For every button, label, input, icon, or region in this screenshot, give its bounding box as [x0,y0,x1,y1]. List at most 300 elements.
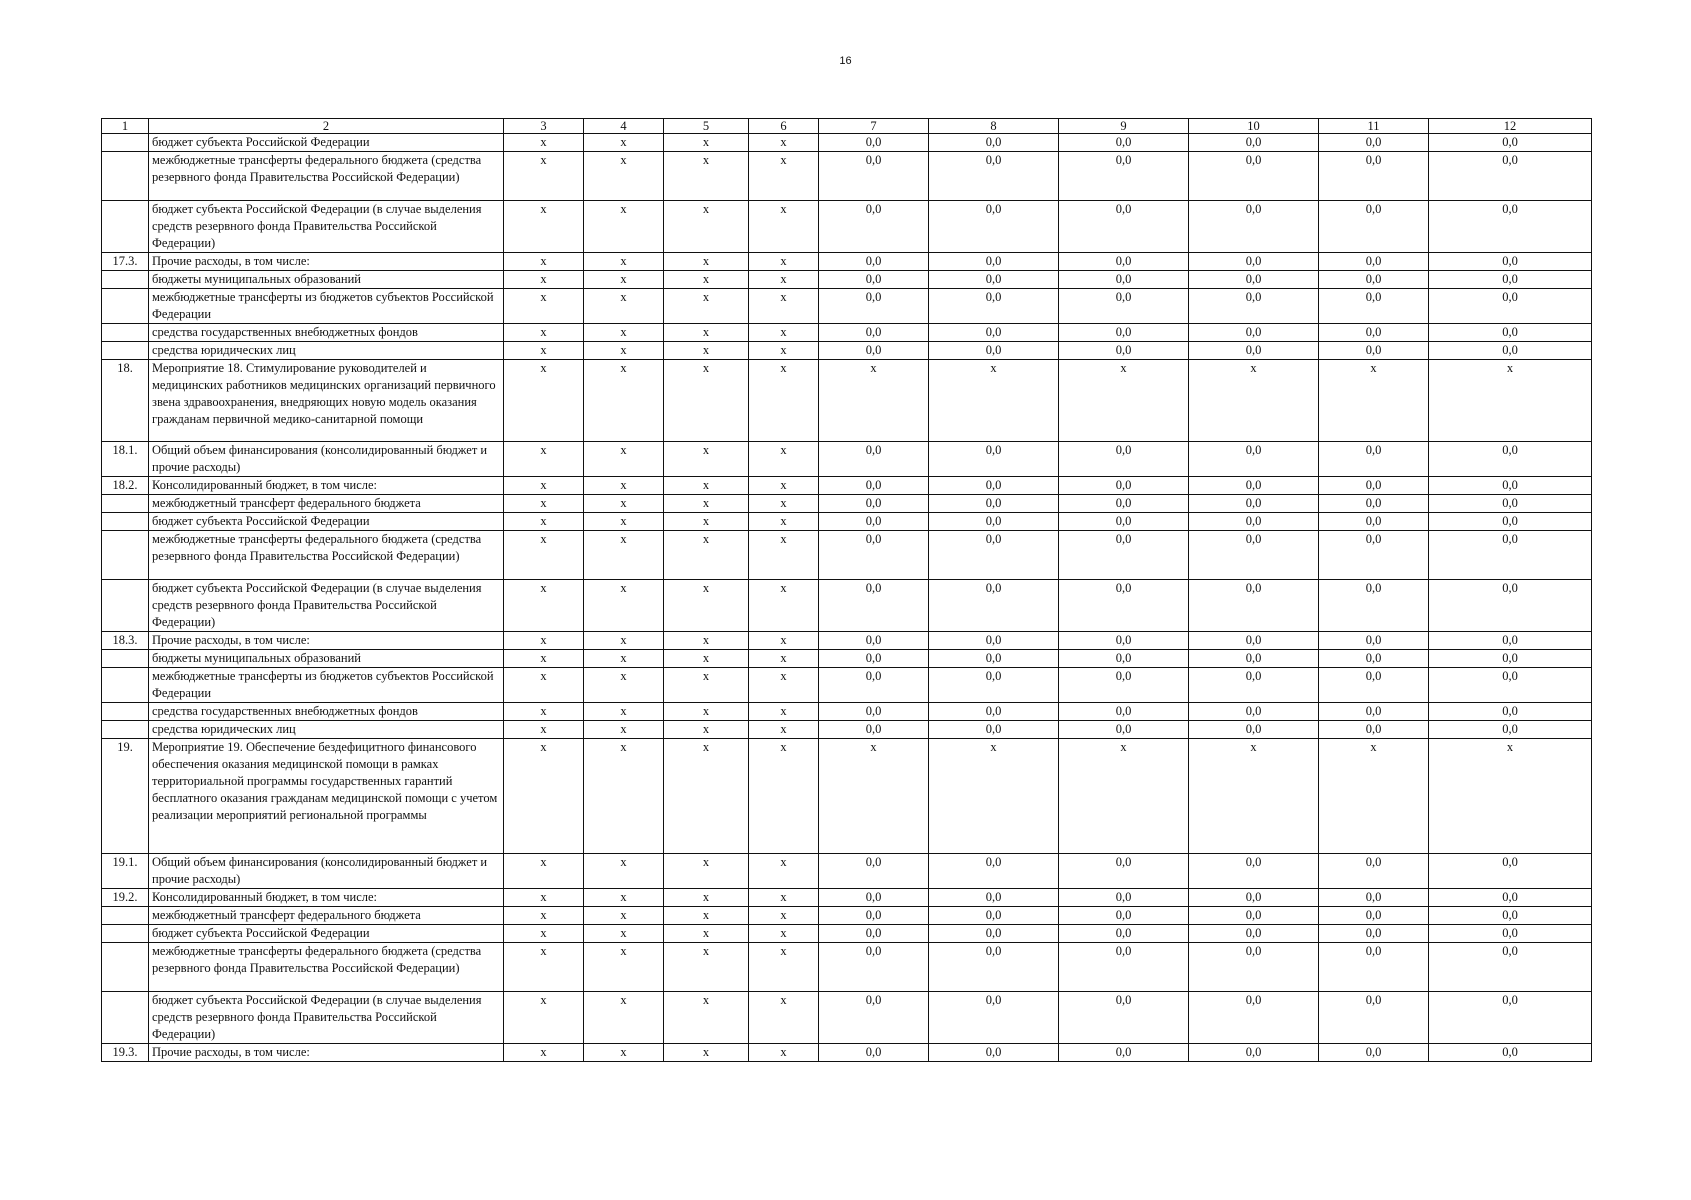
col-5-cell: x [664,360,749,442]
col-10-value: 0,0 [1189,342,1319,360]
col-4-cell: x [584,943,664,992]
table-row [102,943,1592,992]
col-7-value: 0,0 [819,943,929,992]
col-5-cell: x [664,477,749,495]
col-7-value: 0,0 [819,442,929,477]
col-12-value: 0,0 [1429,134,1592,152]
col-6-cell: x [749,580,819,632]
table-row [102,477,1592,495]
col-6-cell: x [749,632,819,650]
col-7-value: 0,0 [819,889,929,907]
col-3-cell: x [504,513,584,531]
col-7-value: 0,0 [819,531,929,580]
col-8-value: 0,0 [929,925,1059,943]
col-3-cell: x [504,289,584,324]
table-row [102,289,1592,324]
item-description: межбюджетные трансферты из бюджетов субъектов Российской Федерации [149,668,504,703]
col-11-value: 0,0 [1319,650,1429,668]
column-header: 4 [584,119,664,134]
col-3-cell: x [504,360,584,442]
col-6-cell: x [749,925,819,943]
item-description: Мероприятие 19. Обеспечение бездефицитного финансового обеспечения оказания медицинской помощи в рамках территориальной программы государственных гарантий бесплатного оказания гражданам медицинской помощи с учетом реализации мероприятий региональной программы [149,739,504,854]
row-number [102,703,149,721]
col-7-value: 0,0 [819,854,929,889]
item-description: Прочие расходы, в том числе: [149,253,504,271]
col-12-value: 0,0 [1429,925,1592,943]
item-description: Прочие расходы, в том числе: [149,632,504,650]
table-row [102,854,1592,889]
col-5-cell: x [664,271,749,289]
row-number: 18.1. [102,442,149,477]
item-description: Консолидированный бюджет, в том числе: [149,477,504,495]
col-6-cell: x [749,703,819,721]
item-description: межбюджетный трансферт федерального бюджета [149,495,504,513]
col-10-value: 0,0 [1189,992,1319,1044]
col-3-cell: x [504,1044,584,1062]
col-8-value: 0,0 [929,650,1059,668]
col-9-value: 0,0 [1059,324,1189,342]
col-11-value: 0,0 [1319,342,1429,360]
col-4-cell: x [584,580,664,632]
col-12-value: 0,0 [1429,289,1592,324]
column-header: 3 [504,119,584,134]
table-row [102,442,1592,477]
column-header: 9 [1059,119,1189,134]
col-12-value: 0,0 [1429,342,1592,360]
col-4-cell: x [584,134,664,152]
item-description: средства государственных внебюджетных фондов [149,703,504,721]
col-5-cell: x [664,531,749,580]
col-11-value: 0,0 [1319,477,1429,495]
col-10-value: 0,0 [1189,854,1319,889]
column-header: 11 [1319,119,1429,134]
col-10-value: 0,0 [1189,271,1319,289]
col-9-value: 0,0 [1059,342,1189,360]
col-6-cell: x [749,442,819,477]
item-description: бюджет субъекта Российской Федерации (в случае выделения средств резервного фонда Правительства Российской Федерации) [149,201,504,253]
col-3-cell: x [504,907,584,925]
col-3-cell: x [504,943,584,992]
col-4-cell: x [584,650,664,668]
col-8-value: 0,0 [929,201,1059,253]
row-number [102,925,149,943]
row-number: 19.3. [102,1044,149,1062]
col-7-value: x [819,360,929,442]
col-4-cell: x [584,889,664,907]
col-12-value: 0,0 [1429,324,1592,342]
row-number [102,721,149,739]
col-8-value: 0,0 [929,703,1059,721]
col-11-value: 0,0 [1319,442,1429,477]
row-number [102,495,149,513]
col-8-value: 0,0 [929,513,1059,531]
col-9-value: 0,0 [1059,531,1189,580]
col-12-value: 0,0 [1429,495,1592,513]
col-5-cell: x [664,495,749,513]
col-3-cell: x [504,324,584,342]
row-number: 19. [102,739,149,854]
col-6-cell: x [749,650,819,668]
col-5-cell: x [664,513,749,531]
col-5-cell: x [664,943,749,992]
col-4-cell: x [584,271,664,289]
col-7-value: 0,0 [819,513,929,531]
col-12-value: 0,0 [1429,580,1592,632]
row-number [102,943,149,992]
column-header: 6 [749,119,819,134]
col-12-value: x [1429,739,1592,854]
col-8-value: 0,0 [929,289,1059,324]
col-8-value: 0,0 [929,253,1059,271]
column-header: 1 [102,119,149,134]
col-7-value: 0,0 [819,907,929,925]
col-10-value: 0,0 [1189,152,1319,201]
item-description: Общий объем финансирования (консолидированный бюджет и прочие расходы) [149,442,504,477]
column-header: 2 [149,119,504,134]
col-3-cell: x [504,889,584,907]
col-11-value: 0,0 [1319,992,1429,1044]
table-row [102,632,1592,650]
col-4-cell: x [584,360,664,442]
col-3-cell: x [504,531,584,580]
col-8-value: 0,0 [929,992,1059,1044]
col-10-value: 0,0 [1189,907,1319,925]
table-row [102,889,1592,907]
col-9-value: 0,0 [1059,992,1189,1044]
row-number [102,324,149,342]
col-8-value: 0,0 [929,854,1059,889]
col-8-value: 0,0 [929,721,1059,739]
col-7-value: 0,0 [819,992,929,1044]
col-4-cell: x [584,703,664,721]
table-row [102,201,1592,253]
item-description: межбюджетные трансферты федерального бюджета (средства резервного фонда Правительства Российской Федерации) [149,152,504,201]
row-number: 19.2. [102,889,149,907]
col-4-cell: x [584,668,664,703]
col-9-value: 0,0 [1059,668,1189,703]
col-9-value: 0,0 [1059,442,1189,477]
col-12-value: 0,0 [1429,650,1592,668]
col-11-value: 0,0 [1319,201,1429,253]
col-6-cell: x [749,992,819,1044]
col-4-cell: x [584,495,664,513]
col-10-value: 0,0 [1189,650,1319,668]
col-5-cell: x [664,253,749,271]
item-description: межбюджетные трансферты федерального бюджета (средства резервного фонда Правительства Российской Федерации) [149,943,504,992]
col-4-cell: x [584,253,664,271]
col-11-value: 0,0 [1319,703,1429,721]
col-4-cell: x [584,477,664,495]
column-header: 10 [1189,119,1319,134]
column-header: 8 [929,119,1059,134]
item-description: Прочие расходы, в том числе: [149,1044,504,1062]
table-row [102,992,1592,1044]
item-description: бюджеты муниципальных образований [149,271,504,289]
table-row [102,907,1592,925]
col-4-cell: x [584,739,664,854]
item-description: межбюджетный трансферт федерального бюджета [149,907,504,925]
table-row [102,342,1592,360]
col-10-value: 0,0 [1189,943,1319,992]
col-11-value: x [1319,739,1429,854]
col-10-value: 0,0 [1189,632,1319,650]
col-11-value: 0,0 [1319,721,1429,739]
col-3-cell: x [504,477,584,495]
col-3-cell: x [504,668,584,703]
col-11-value: 0,0 [1319,580,1429,632]
col-4-cell: x [584,201,664,253]
col-5-cell: x [664,342,749,360]
col-8-value: 0,0 [929,324,1059,342]
col-5-cell: x [664,854,749,889]
col-10-value: 0,0 [1189,442,1319,477]
col-6-cell: x [749,721,819,739]
col-11-value: 0,0 [1319,253,1429,271]
col-9-value: 0,0 [1059,907,1189,925]
col-8-value: 0,0 [929,943,1059,992]
col-6-cell: x [749,152,819,201]
col-3-cell: x [504,739,584,854]
col-7-value: 0,0 [819,253,929,271]
item-description: Консолидированный бюджет, в том числе: [149,889,504,907]
col-10-value: 0,0 [1189,253,1319,271]
col-6-cell: x [749,324,819,342]
table-row [102,668,1592,703]
col-3-cell: x [504,721,584,739]
col-12-value: 0,0 [1429,253,1592,271]
table-row [102,739,1592,854]
col-5-cell: x [664,442,749,477]
col-10-value: 0,0 [1189,721,1319,739]
col-8-value: 0,0 [929,477,1059,495]
col-12-value: x [1429,360,1592,442]
col-5-cell: x [664,650,749,668]
row-number [102,531,149,580]
col-6-cell: x [749,531,819,580]
col-9-value: 0,0 [1059,513,1189,531]
col-10-value: 0,0 [1189,925,1319,943]
col-9-value: 0,0 [1059,253,1189,271]
col-3-cell: x [504,703,584,721]
col-6-cell: x [749,360,819,442]
col-5-cell: x [664,289,749,324]
col-11-value: 0,0 [1319,152,1429,201]
row-number [102,513,149,531]
col-7-value: 0,0 [819,271,929,289]
col-4-cell: x [584,342,664,360]
col-10-value: x [1189,739,1319,854]
col-7-value: 0,0 [819,201,929,253]
col-3-cell: x [504,134,584,152]
item-description: межбюджетные трансферты из бюджетов субъектов Российской Федерации [149,289,504,324]
item-description: бюджет субъекта Российской Федерации [149,134,504,152]
col-11-value: 0,0 [1319,632,1429,650]
col-7-value: x [819,739,929,854]
table-row [102,925,1592,943]
col-11-value: 0,0 [1319,324,1429,342]
col-10-value: 0,0 [1189,289,1319,324]
row-number [102,342,149,360]
col-5-cell: x [664,668,749,703]
row-number [102,580,149,632]
col-10-value: 0,0 [1189,1044,1319,1062]
table-row [102,513,1592,531]
col-10-value: 0,0 [1189,513,1319,531]
row-number [102,650,149,668]
col-10-value: 0,0 [1189,477,1319,495]
col-7-value: 0,0 [819,477,929,495]
col-8-value: 0,0 [929,152,1059,201]
col-5-cell: x [664,1044,749,1062]
table-row [102,253,1592,271]
col-7-value: 0,0 [819,289,929,324]
item-description: средства государственных внебюджетных фондов [149,324,504,342]
col-6-cell: x [749,1044,819,1062]
col-8-value: 0,0 [929,580,1059,632]
col-10-value: 0,0 [1189,703,1319,721]
col-11-value: 0,0 [1319,134,1429,152]
col-9-value: 0,0 [1059,889,1189,907]
col-3-cell: x [504,495,584,513]
col-6-cell: x [749,134,819,152]
col-7-value: 0,0 [819,703,929,721]
col-12-value: 0,0 [1429,442,1592,477]
col-6-cell: x [749,513,819,531]
col-12-value: 0,0 [1429,889,1592,907]
col-9-value: 0,0 [1059,271,1189,289]
item-description: средства юридических лиц [149,342,504,360]
table-row [102,324,1592,342]
col-11-value: 0,0 [1319,271,1429,289]
col-12-value: 0,0 [1429,531,1592,580]
col-5-cell: x [664,152,749,201]
col-5-cell: x [664,703,749,721]
col-11-value: 0,0 [1319,889,1429,907]
col-3-cell: x [504,632,584,650]
col-4-cell: x [584,324,664,342]
col-10-value: x [1189,360,1319,442]
col-5-cell: x [664,889,749,907]
row-number [102,271,149,289]
col-3-cell: x [504,271,584,289]
col-8-value: 0,0 [929,531,1059,580]
col-4-cell: x [584,289,664,324]
col-7-value: 0,0 [819,668,929,703]
row-number [102,152,149,201]
col-12-value: 0,0 [1429,907,1592,925]
col-11-value: 0,0 [1319,854,1429,889]
col-5-cell: x [664,632,749,650]
col-11-value: 0,0 [1319,668,1429,703]
table-row [102,650,1592,668]
col-7-value: 0,0 [819,580,929,632]
col-8-value: 0,0 [929,271,1059,289]
col-12-value: 0,0 [1429,513,1592,531]
col-9-value: 0,0 [1059,943,1189,992]
col-11-value: 0,0 [1319,907,1429,925]
row-number [102,289,149,324]
col-6-cell: x [749,253,819,271]
col-9-value: 0,0 [1059,201,1189,253]
col-8-value: x [929,360,1059,442]
row-number: 17.3. [102,253,149,271]
col-10-value: 0,0 [1189,134,1319,152]
table-row [102,1044,1592,1062]
col-7-value: 0,0 [819,134,929,152]
col-6-cell: x [749,201,819,253]
col-12-value: 0,0 [1429,668,1592,703]
col-8-value: 0,0 [929,907,1059,925]
col-6-cell: x [749,342,819,360]
col-12-value: 0,0 [1429,854,1592,889]
col-7-value: 0,0 [819,925,929,943]
col-5-cell: x [664,134,749,152]
col-5-cell: x [664,739,749,854]
col-8-value: 0,0 [929,442,1059,477]
col-5-cell: x [664,907,749,925]
col-5-cell: x [664,201,749,253]
col-5-cell: x [664,721,749,739]
table-row [102,152,1592,201]
col-12-value: 0,0 [1429,721,1592,739]
col-5-cell: x [664,580,749,632]
col-8-value: 0,0 [929,342,1059,360]
col-9-value: 0,0 [1059,1044,1189,1062]
item-description: бюджеты муниципальных образований [149,650,504,668]
item-description: Мероприятие 18. Стимулирование руководителей и медицинских работников медицинских организаций первичного звена здравоохранения, внедряющих новую модель оказания гражданам первичной медико-санитарной помощи [149,360,504,442]
col-9-value: 0,0 [1059,152,1189,201]
col-9-value: 0,0 [1059,495,1189,513]
item-description: бюджет субъекта Российской Федерации [149,513,504,531]
col-10-value: 0,0 [1189,495,1319,513]
col-10-value: 0,0 [1189,580,1319,632]
col-4-cell: x [584,632,664,650]
col-3-cell: x [504,854,584,889]
col-4-cell: x [584,992,664,1044]
col-12-value: 0,0 [1429,1044,1592,1062]
col-7-value: 0,0 [819,342,929,360]
header-row [102,119,1592,134]
col-11-value: 0,0 [1319,289,1429,324]
col-9-value: 0,0 [1059,650,1189,668]
col-10-value: 0,0 [1189,324,1319,342]
row-number [102,134,149,152]
col-12-value: 0,0 [1429,992,1592,1044]
col-12-value: 0,0 [1429,477,1592,495]
col-3-cell: x [504,253,584,271]
col-4-cell: x [584,925,664,943]
col-6-cell: x [749,854,819,889]
col-12-value: 0,0 [1429,271,1592,289]
item-description: средства юридических лиц [149,721,504,739]
item-description: бюджет субъекта Российской Федерации (в случае выделения средств резервного фонда Правительства Российской Федерации) [149,580,504,632]
col-7-value: 0,0 [819,632,929,650]
column-header: 5 [664,119,749,134]
col-12-value: 0,0 [1429,943,1592,992]
col-9-value: 0,0 [1059,854,1189,889]
col-11-value: x [1319,360,1429,442]
table-row [102,721,1592,739]
col-11-value: 0,0 [1319,531,1429,580]
col-3-cell: x [504,442,584,477]
col-4-cell: x [584,1044,664,1062]
col-6-cell: x [749,889,819,907]
col-6-cell: x [749,739,819,854]
col-3-cell: x [504,925,584,943]
item-description: бюджет субъекта Российской Федерации [149,925,504,943]
col-6-cell: x [749,477,819,495]
col-12-value: 0,0 [1429,632,1592,650]
